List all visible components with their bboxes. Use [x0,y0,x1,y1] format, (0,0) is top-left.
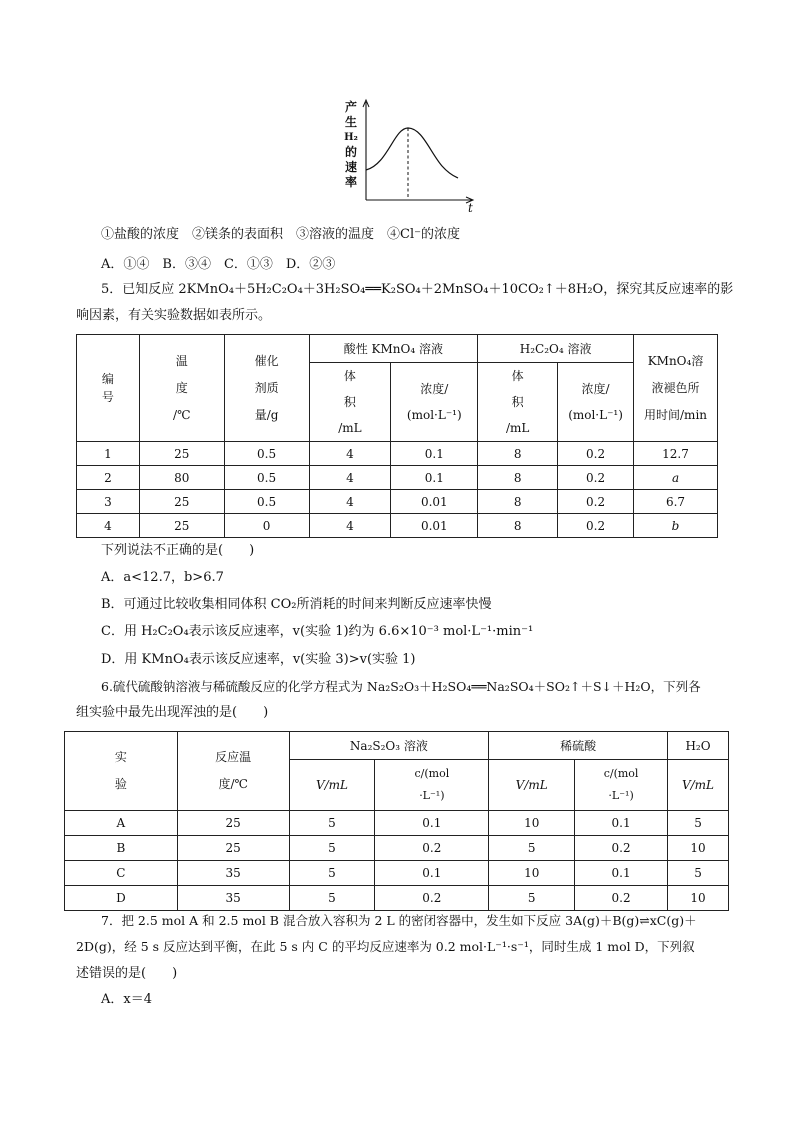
table-cell: 10 [668,886,729,911]
table-cell: 5 [289,811,375,836]
subheader-kmno4-volume: 体 积 /mL [309,363,391,442]
rate-curve-plot [360,98,486,218]
col-header-na2s2o3: Na₂S₂O₃ 溶液 [289,732,489,760]
q7-line1: 7．把 2.5 mol A 和 2.5 mol B 混合放入容积为 2 L 的密闭容器中，发生如下反应 3A(g)＋B(g)⇌xC(g)＋ [101,913,697,928]
table-cell: 10 [489,811,575,836]
table-row [77,514,718,538]
table-cell: 25 [139,514,224,538]
table-cell: 5 [289,886,375,911]
table-row [65,811,729,836]
y-label-char: 率 [344,175,357,189]
table-cell: 2 [77,466,140,490]
table-cell: 0.1 [575,861,668,886]
table-cell: 5 [489,886,575,911]
q7-line2: 2D(g)，经 5 s 反应达到平衡，在此 5 s 内 C 的平均反应速率为 0.2 mol·L⁻¹·s⁻¹，同时生成 1 mol D，下列叙 [76,939,695,954]
table-cell: 0.1 [391,442,478,466]
table-cell: 5 [289,836,375,861]
rate-curve-figure [338,98,488,218]
table-cell: 0.5 [224,442,309,466]
table-cell: 1 [77,442,140,466]
col-header-water: H₂O [668,732,729,760]
table-cell: 25 [139,490,224,514]
table-cell: 0.2 [558,466,634,490]
table-cell: 35 [177,861,289,886]
col-header-temperature: 温 度 /℃ [139,335,224,442]
rate-curve [366,128,458,178]
col-header-dilute-acid: 稀硫酸 [489,732,668,760]
table-cell: 5 [289,861,375,886]
table-cell: A [65,811,178,836]
table-cell: 0.1 [375,861,489,886]
subheader-h2c2o4-conc: 浓度/ (mol·L⁻¹) [558,363,634,442]
col-header-kmno4: 酸性 KMnO₄ 溶液 [309,335,478,363]
table-row [65,836,729,861]
subheader-kmno4-conc: 浓度/ (mol·L⁻¹) [391,363,478,442]
subheader-volume: V/mL [289,760,375,811]
table-cell: 0.2 [375,886,489,911]
table-cell: 3 [77,490,140,514]
table-cell: 0.2 [375,836,489,861]
table-cell: 0.2 [558,490,634,514]
q4-options: A．①④ B．③④ C．①③ D．②③ [101,257,336,272]
table-cell: 5 [668,811,729,836]
table-cell: 4 [309,466,391,490]
table-row [77,490,718,514]
table-cell: 8 [478,514,558,538]
table-cell: C [65,861,178,886]
table-cell: 0.5 [224,490,309,514]
table-cell: 4 [77,514,140,538]
table-cell: 0.1 [375,811,489,836]
table-cell: 0.1 [391,466,478,490]
q5-stem-line1: 5．已知反应 2KMnO₄＋5H₂C₂O₄＋3H₂SO₄══K₂SO₄＋2MnSO₄＋10CO₂↑＋8H₂O，探究其反应速率的影 [101,282,734,297]
table-cell: 4 [309,490,391,514]
table-cell: 4 [309,514,391,538]
table-cell: 25 [139,442,224,466]
table-cell: 25 [177,811,289,836]
table-cell: 0.01 [391,514,478,538]
y-label-char: 速 [344,160,357,174]
table-cell: 6.7 [634,490,718,514]
q5-option-c: C．用 H₂C₂O₄表示该反应速率，v(实验 1)约为 6.6×10⁻³ mol·L⁻¹·min⁻¹ [101,624,534,639]
subheader-h2c2o4-volume: 体 积 /mL [478,363,558,442]
table-cell: B [65,836,178,861]
table-cell: 0 [224,514,309,538]
table-cell: 8 [478,442,558,466]
table-cell: D [65,886,178,911]
q5-option-b: B．可通过比较收集相同体积 CO₂所消耗的时间来判断反应速率快慢 [101,597,492,612]
subheader-concentration: c/(mol ·L⁻¹) [575,760,668,811]
table-cell: 80 [139,466,224,490]
table-cell: 35 [177,886,289,911]
table-cell: 10 [668,836,729,861]
table-cell: 0.2 [575,886,668,911]
table-cell: a [634,466,718,490]
q5-stem-line2: 响因素，有关实验数据如表所示。 [76,308,272,323]
table-cell: 5 [489,836,575,861]
col-header-number: 编 号 [77,335,140,442]
q6-stem-line1: 6.硫代硫酸钠溶液与稀硫酸反应的化学方程式为 Na₂S₂O₃＋H₂SO₄══Na₂SO₄＋SO₂↑＋S↓＋H₂O，下列各 [101,679,701,694]
table-row [77,466,718,490]
table-row [65,861,729,886]
table-cell: 12.7 [634,442,718,466]
col-header-experiment: 实 验 [65,732,178,811]
table-cell: 0.2 [558,442,634,466]
subheader-volume: V/mL [489,760,575,811]
col-header-temperature: 反应温 度/℃ [177,732,289,811]
table-cell: 0.5 [224,466,309,490]
table-cell: 0.1 [575,811,668,836]
x-axis-label: t [468,201,473,215]
q7-option-a: A．x＝4 [101,992,152,1007]
table-cell: 0.01 [391,490,478,514]
q5-data-table [76,334,718,538]
q7-line3: 述错误的是( ) [76,966,178,981]
q6-stem-line2: 组实验中最先出现浑浊的是( ) [76,705,269,720]
q5-question: 下列说法不正确的是( ) [101,543,255,558]
table-cell: 8 [478,466,558,490]
y-label-char: 生 [344,115,357,129]
table-cell: 25 [177,836,289,861]
table-cell: 0.2 [558,514,634,538]
q5-option-a: A．a<12.7，b>6.7 [101,570,224,585]
table-row [65,886,729,911]
col-header-catalyst: 催化 剂质 量/g [224,335,309,442]
y-label-char: 的 [344,145,357,159]
q6-data-table [64,731,729,911]
y-label-char: 产 [344,100,357,114]
table-cell: 0.2 [575,836,668,861]
q4-factors: ①盐酸的浓度 ②镁条的表面积 ③溶液的温度 ④Cl⁻的浓度 [101,227,460,242]
col-header-h2c2o4: H₂C₂O₄ 溶液 [478,335,634,363]
subheader-volume: V/mL [668,760,729,811]
y-axis-label [342,100,360,190]
subheader-concentration: c/(mol ·L⁻¹) [375,760,489,811]
table-cell: 5 [668,861,729,886]
table-cell: b [634,514,718,538]
table-cell: 8 [478,490,558,514]
q5-option-d: D．用 KMnO₄表示该反应速率，v(实验 3)>v(实验 1) [101,652,416,667]
table-cell: 10 [489,861,575,886]
table-row [77,442,718,466]
col-header-fade-time: KMnO₄溶 液褪色所 用时间/min [634,335,718,442]
y-label-char: H₂ [344,132,358,143]
table-cell: 4 [309,442,391,466]
